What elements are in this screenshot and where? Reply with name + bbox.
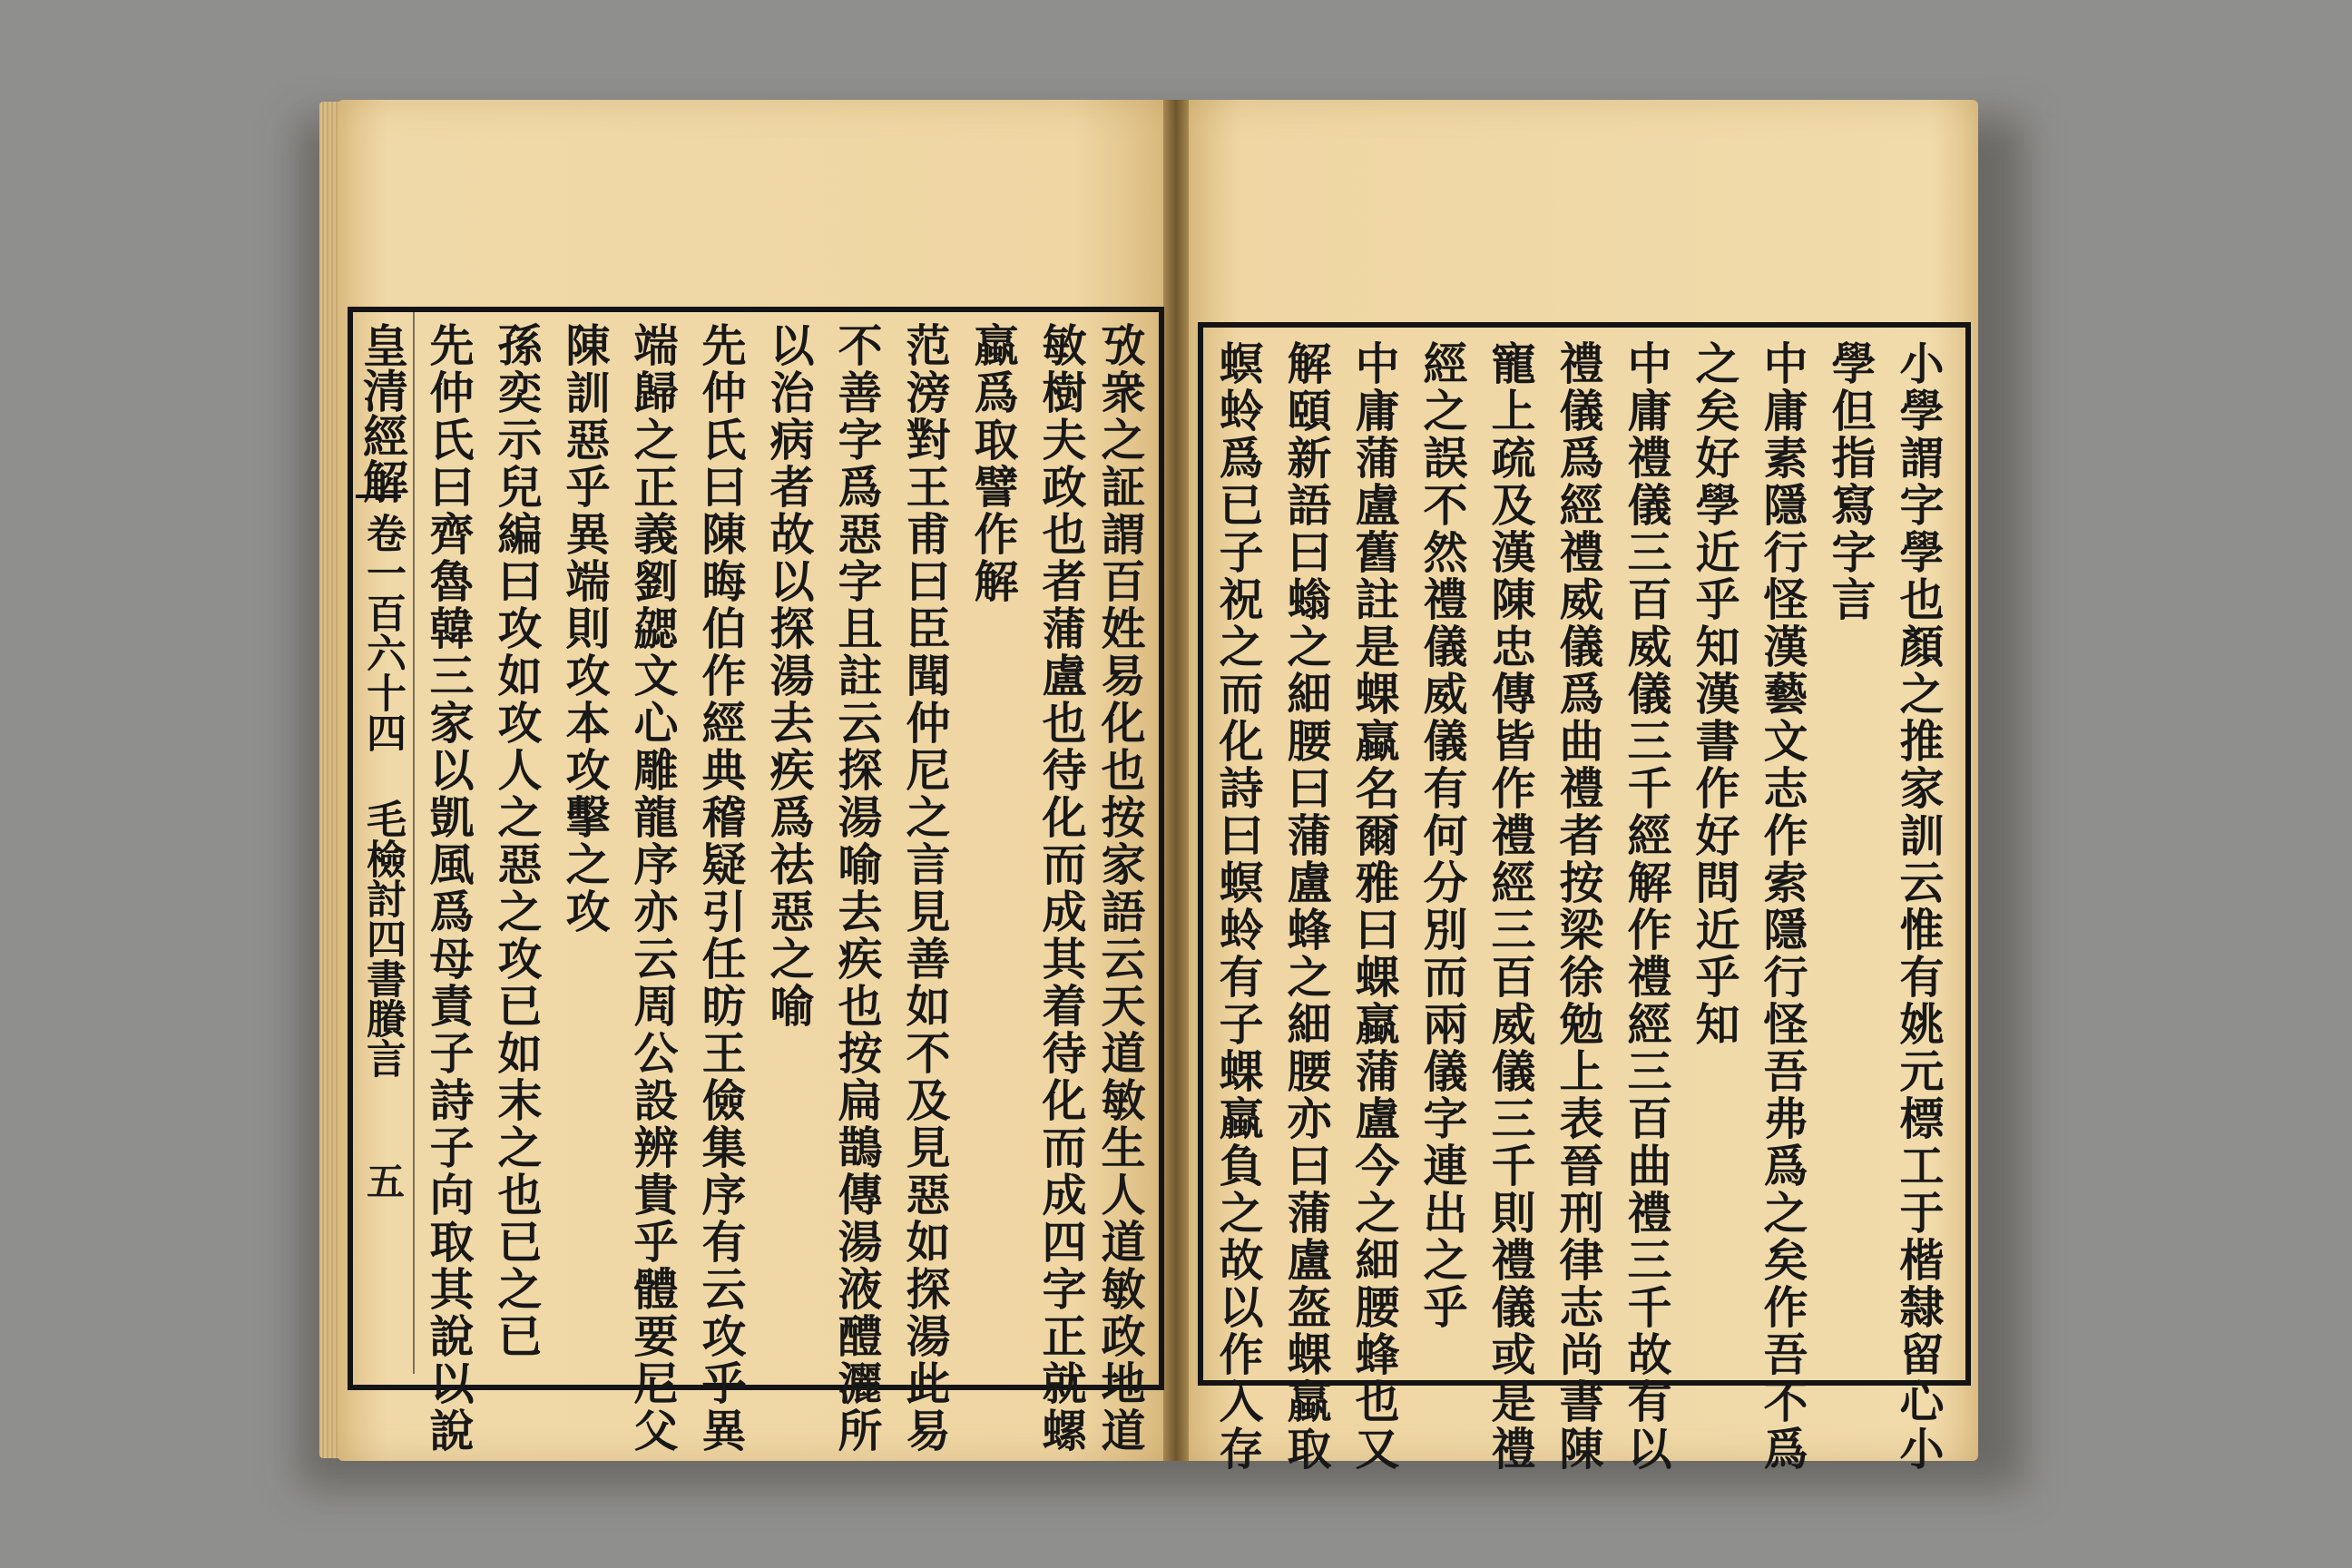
left-col-10: 孫奕示兒編曰攻如攻人之惡之攻已如末之也已之已 — [491, 322, 544, 1360]
right-col-2: 學但指寫字言 — [1825, 340, 1877, 623]
left-col-6: 以治病者故以探湯去疾爲祛惡之喻 — [763, 322, 816, 1030]
left-col-3: 蠃爲取譬作解 — [967, 322, 1020, 605]
left-col-1: 攷衆之証謂百姓易化也按家語云天道敏生人道敏政地道 — [1094, 322, 1147, 1455]
running-title: 皇清經解 — [356, 322, 409, 504]
right-col-8: 經之誤不然禮儀威儀有何分別而兩儀字連出之乎 — [1416, 340, 1469, 1331]
left-col-11: 先仲氏曰齊魯韓三家以凱風爲母責子詩子向取其說以說 — [423, 322, 475, 1455]
right-col-7: 寵上疏及漢陳忠傳皆作禮經三百威儀三千則禮儀或是禮 — [1485, 340, 1537, 1473]
right-col-9: 中庸蒲盧舊註是蜾蠃名爾雅曰蜾蠃蒲盧今之細腰蜂也又 — [1348, 340, 1401, 1473]
right-col-1: 小學謂字學也顏之推家訓云惟有姚元標工于楷隸留心小 — [1893, 340, 1945, 1473]
right-col-11: 螟蛉爲已子祝之而化詩曰螟蛉有子蜾蠃負之故以作入存 — [1212, 340, 1265, 1473]
chapter-title: 卷一百六十四 毛檢討四書賸言 — [359, 513, 406, 1078]
right-col-4: 之矣好學近乎知漢書作好問近乎知 — [1689, 340, 1741, 1048]
left-col-7: 先仲氏曰陳晦伯作經典稽疑引任昉王儉集序有云攻乎異 — [695, 322, 748, 1455]
left-col-8: 端歸之正義劉勰文心雕龍序亦云周公設辨貴乎體要尼父 — [627, 322, 680, 1455]
right-col-6: 禮儀爲經禮威儀爲曲禮者按梁徐勉上表晉刑律志尚書陳 — [1553, 340, 1605, 1473]
right-col-10: 解頤新語曰螉之細腰曰蒲盧蜂之細腰亦曰蒲盧盔蜾蠃取 — [1280, 340, 1333, 1473]
column-rule — [413, 312, 415, 1374]
left-col-9: 陳訓惡乎異端則攻本攻擊之攻 — [559, 322, 612, 936]
right-col-5: 中庸禮儀三百威儀三千經解作禮經三百曲禮三千故有以 — [1621, 340, 1673, 1473]
folio-number: 五 — [361, 1161, 406, 1200]
left-col-2: 敏樹夫政也者蒲盧也待化而成其着待化而成四字正就螺 — [1035, 322, 1088, 1455]
left-col-5: 不善字爲惡字且註云探湯喻去疾也按扁鵲傳湯液醴灑所 — [831, 322, 884, 1455]
book-gutter — [1163, 100, 1189, 1461]
left-col-4: 范滂對王甫曰臣聞仲尼之言見善如不及見惡如探湯此易 — [899, 322, 952, 1455]
right-col-3: 中庸素隱行怪漢藝文志作索隱行怪吾弗爲之矣作吾不爲 — [1757, 340, 1809, 1473]
